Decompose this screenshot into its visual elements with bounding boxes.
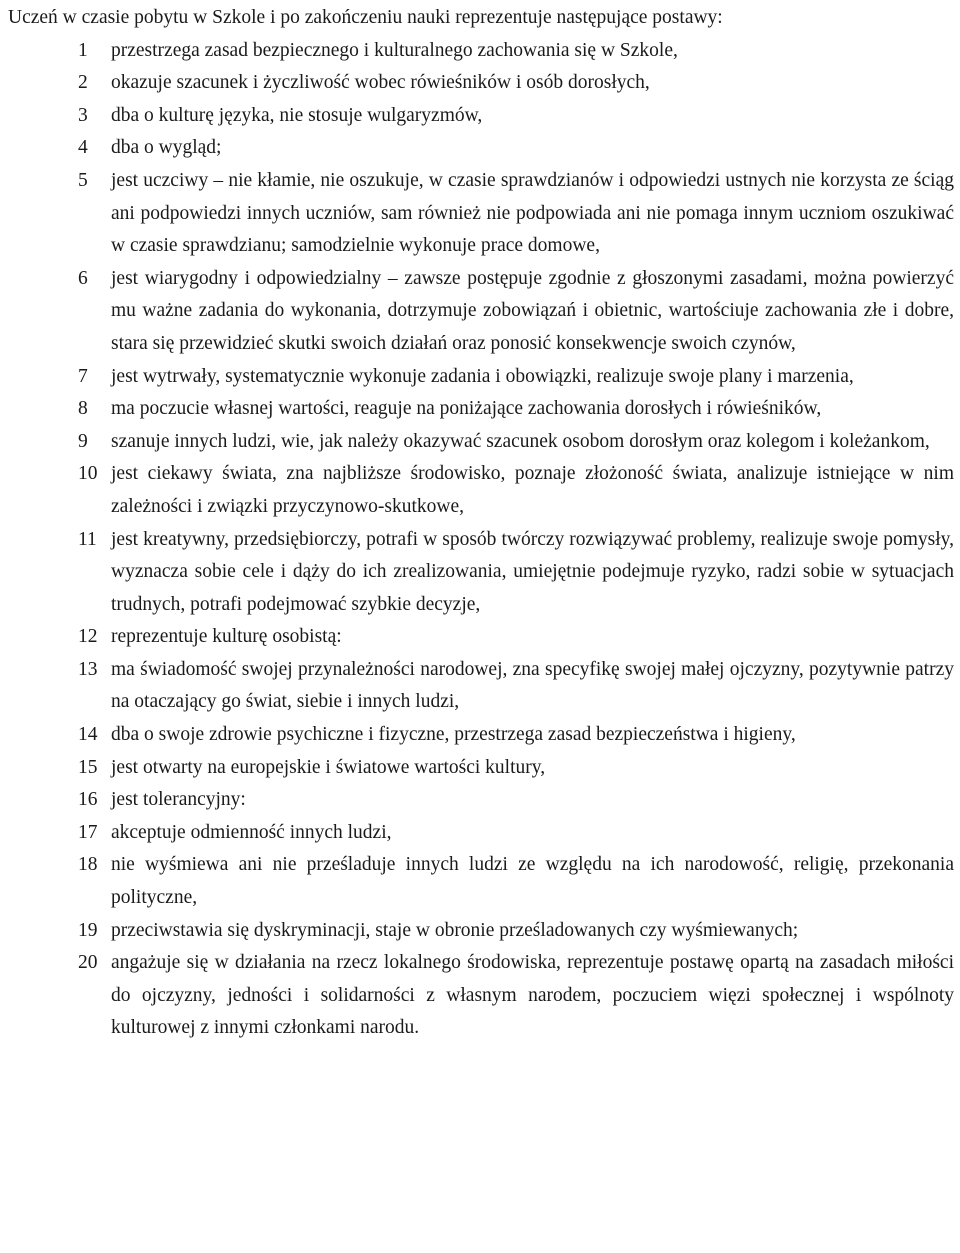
item-number: 8	[78, 398, 88, 420]
list-item	[8, 849, 956, 914]
list-item	[8, 132, 956, 165]
item-number: 17	[78, 821, 98, 843]
item-text: ma poczucie własnej wartości, reaguje na poniżające zachowania dorosłych i rówieśników,	[111, 398, 822, 420]
list-item	[8, 719, 956, 752]
attitudes-list	[8, 35, 956, 1045]
item-number: 9	[78, 430, 88, 452]
item-number: 19	[78, 919, 98, 941]
item-number: 6	[78, 267, 88, 289]
item-number: 15	[78, 756, 98, 778]
list-item	[8, 100, 956, 133]
item-number: 2	[78, 72, 88, 94]
list-item	[8, 752, 956, 785]
list-item	[8, 654, 956, 719]
item-text: przeciwstawia się dyskryminacji, staje w obronie prześladowanych czy wyśmiewanych;	[111, 919, 799, 941]
item-text: szanuje innych ludzi, wie, jak należy okazywać szacunek osobom dorosłym oraz kolegom i koleżankom,	[111, 430, 930, 452]
item-text: przestrzega zasad bezpiecznego i kulturalnego zachowania się w Szkole,	[111, 39, 678, 61]
item-number: 16	[78, 789, 98, 811]
item-text: jest uczciwy – nie kłamie, nie oszukuje, w czasie sprawdzianów i odpowiedzi ustnych nie korzysta ze ściąg ani podpowiedzi innych uczniów, sam również nie podpowiada ani nie pomaga innym uczniom oszukiwać w czasie sprawdzianu; samodzielnie wykonuje prace domowe,	[111, 169, 954, 257]
item-text: jest ciekawy świata, zna najbliższe środowisko, poznaje złożoność świata, analizuje istniejące w nim zależności i związki przyczynowo-skutkowe,	[111, 463, 954, 517]
list-item	[8, 165, 956, 263]
item-number: 14	[78, 724, 98, 746]
item-text: reprezentuje kulturę osobistą:	[111, 626, 342, 648]
item-text: akceptuje odmienność innych ludzi,	[111, 821, 392, 843]
item-text: ma świadomość swojej przynależności narodowej, zna specyfikę swojej małej ojczyzny, pozytywnie patrzy na otaczający go świat, siebie i innych ludzi,	[111, 658, 954, 713]
list-item	[8, 817, 956, 850]
list-item	[8, 35, 956, 68]
item-number: 11	[78, 528, 97, 550]
item-text: jest wytrwały, systematycznie wykonuje zadania i obowiązki, realizuje swoje plany i marzenia,	[111, 365, 854, 387]
item-number: 12	[78, 626, 98, 648]
list-item	[8, 263, 956, 361]
list-item	[8, 393, 956, 426]
item-text: dba o swoje zdrowie psychiczne i fizyczne, przestrzega zasad bezpieczeństwa i higieny,	[111, 724, 796, 746]
item-text: jest otwarty na europejskie i światowe wartości kultury,	[111, 756, 546, 778]
item-number: 7	[78, 365, 88, 387]
list-item	[8, 915, 956, 948]
intro-paragraph: Uczeń w czasie pobytu w Szkole i po zakończeniu nauki reprezentuje następujące postawy:	[8, 7, 723, 28]
item-number: 1	[78, 39, 88, 61]
item-text: jest wiarygodny i odpowiedzialny – zawsze postępuje zgodnie z głoszonymi zasadami, można powierzyć mu ważne zadania do wykonania, dotrzymuje zobowiązań i obietnic, wartościuje zachowania złe i dobre, stara się przewidzieć skutki swoich działań oraz ponosić konsekwencje swoich czynów,	[111, 267, 954, 354]
list-item	[8, 458, 956, 523]
item-number: 10	[78, 463, 98, 485]
item-number: 3	[78, 104, 88, 126]
item-text: angażuje się w działania na rzecz lokalnego środowiska, reprezentuje postawę opartą na zasadach miłości do ojczyzny, jedności i solidarności z własnym narodem, poczuciem więzi społecznej i wspólnoty kulturowej z innymi członkami narodu.	[111, 952, 954, 1039]
item-text: nie wyśmiewa ani nie prześladuje innych ludzi ze względu na ich narodowość, religię, przekonania polityczne,	[111, 854, 954, 909]
item-number: 5	[78, 169, 88, 191]
item-text: dba o kulturę języka, nie stosuje wulgaryzmów,	[111, 104, 483, 126]
list-item	[8, 621, 956, 654]
list-item	[8, 947, 956, 1045]
item-number: 13	[78, 658, 98, 680]
item-number: 18	[78, 854, 98, 876]
item-number: 20	[78, 952, 98, 974]
list-item	[8, 426, 956, 459]
item-text: jest tolerancyjny:	[111, 789, 246, 811]
list-item	[8, 67, 956, 100]
item-text: dba o wygląd;	[111, 137, 222, 159]
list-item	[8, 361, 956, 394]
item-text: jest kreatywny, przedsiębiorczy, potrafi w sposób twórczy rozwiązywać problemy, realizuje swoje pomysły, wyznacza sobie cele i dąży do ich zrealizowania, umiejętnie podejmuje ryzyko, radzi sobie w sytuacjach trudnych, potrafi podejmować szybkie decyzje,	[111, 528, 954, 615]
list-item	[8, 784, 956, 817]
item-number: 4	[78, 137, 88, 159]
list-item	[8, 524, 956, 622]
item-text: okazuje szacunek i życzliwość wobec rówieśników i osób dorosłych,	[111, 72, 650, 94]
